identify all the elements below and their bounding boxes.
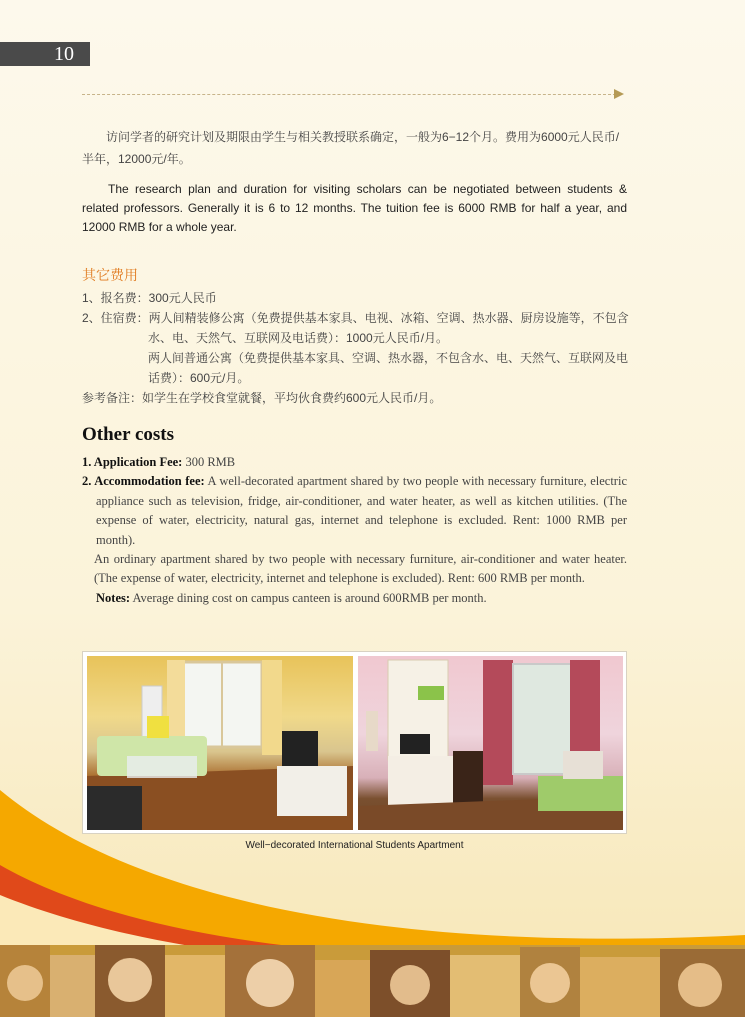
arrow-icon bbox=[614, 89, 624, 99]
notes-label: Notes: bbox=[96, 590, 131, 605]
en-ordinary-apartment: An ordinary apartment shared by two people with necessary furniture, air-conditioner and water heater. (The expense of water, electricity, internet and telephone is excluded). Rent: 600 RMB per month. bbox=[94, 552, 627, 586]
accommodation-fee-label: 2. Accommodation fee: bbox=[82, 474, 205, 489]
en-application-fee bbox=[82, 453, 627, 472]
page-number-text: 10 bbox=[54, 43, 74, 65]
student-faces-banner bbox=[0, 925, 745, 1017]
cn-line-accommodation-cont: 水、电、天然气、互联网及电话费）：1000元人民币/月。 bbox=[148, 331, 449, 345]
photo-caption: Well−decorated International Students Apartment bbox=[245, 840, 464, 851]
cn-line-note: 参考备注：如学生在学校食堂就餐，平均伙食费约600元人民币/月。 bbox=[82, 391, 442, 405]
intro-en: The research plan and duration for visiting scholars can be negotiated between students & related professors. Generally it is 6 to 12 months. The tuition fee is 6000 RMB for half a year, and 12000 RMB for a whole year. bbox=[82, 182, 627, 234]
notes-value: Average dining cost on campus canteen is around 600RMB per month. bbox=[130, 590, 487, 605]
cn-line-accommodation: 2、住宿费：两人间精装修公寓（免费提供基本家具、电视、冰箱、空调、热水器、厨房设施等，不包含 bbox=[82, 311, 629, 325]
en-notes bbox=[82, 589, 627, 608]
en-accommodation-fee bbox=[82, 472, 627, 550]
header-divider bbox=[82, 94, 616, 95]
cn-line-ordinary: 两人间普通公寓（免费提供基本家具、空调、热水器，不包含水、电、天然气、互联网及电 bbox=[148, 351, 629, 365]
application-fee-value: 300 RMB bbox=[182, 455, 236, 469]
other-costs-en bbox=[82, 453, 627, 608]
other-costs-cn-heading: 其它费用 bbox=[82, 267, 138, 283]
intro-cn: 访问学者的研究计划及期限由学生与相关教授联系确定，一般为6−12个月。费用为6000元人民币/半年，12000元/年。 bbox=[82, 130, 620, 166]
cn-line-application: 1、报名费：300元人民币 bbox=[82, 291, 217, 305]
other-costs-cn bbox=[82, 288, 630, 408]
page-number bbox=[0, 42, 90, 66]
cn-line-ordinary-cont: 话费）：600元/月。 bbox=[148, 371, 250, 385]
accommodation-fee-value: A well-decorated apartment shared by two people with necessary furniture, electric appliance such as television, fridge, air-conditioner, and water heater, as well as kitchen utilities. (The expense of water, electricity, natural gas, internet and telephone is excluded. Rent: 1000 RMB per month). bbox=[96, 474, 627, 547]
application-fee-label: 1. Application Fee: bbox=[82, 455, 183, 469]
other-costs-en-heading: Other costs bbox=[82, 424, 174, 445]
